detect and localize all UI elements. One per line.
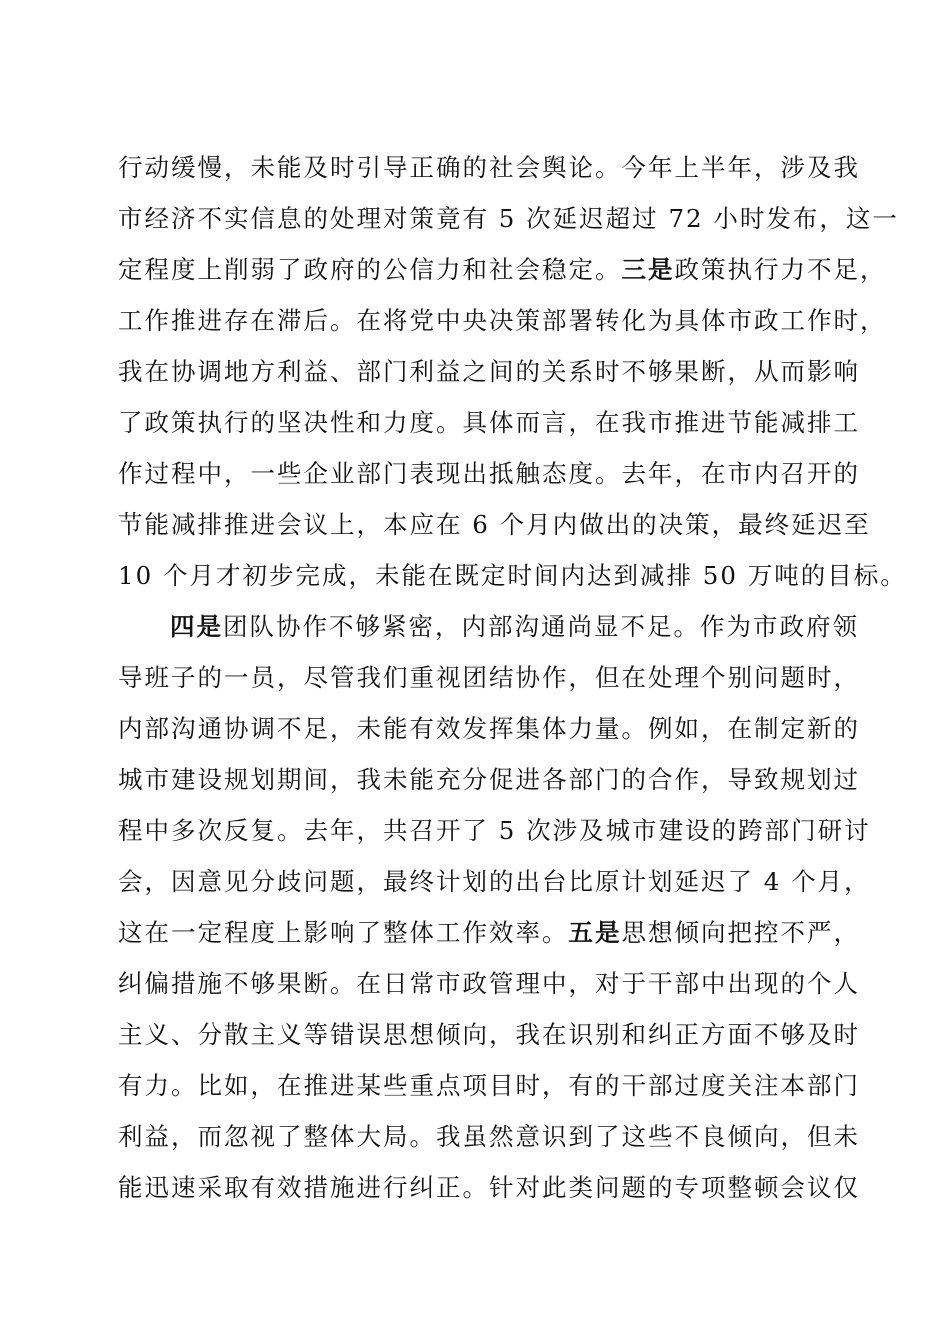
text-segment: 纠偏措施不够果断。在日常市政管理中，对于干部中出现的个人 (118, 969, 860, 998)
text-line (118, 499, 871, 550)
paragraph-end-line (118, 550, 907, 601)
text-segment: 这在一定程度上影响了整体工作效率。 (118, 918, 569, 947)
text-line (118, 1009, 860, 1060)
text-segment: 节能减排推进会议上，本应在 6 个月内做出的决策，最终延迟至 (118, 510, 871, 539)
text-line (118, 397, 860, 448)
text-line (118, 856, 871, 907)
text-segment: 能迅速采取有效措施进行纠正。针对此类问题的专项整顿会议仅 (118, 1173, 860, 1202)
point-three-heading: 三是 (621, 255, 675, 284)
text-line (118, 142, 860, 193)
text-segment: 工作推进存在滞后。在将党中央决策部署转化为具体市政工作时， (118, 306, 887, 335)
text-line (118, 1162, 860, 1213)
text-line (118, 448, 860, 499)
text-line (118, 244, 887, 295)
text-segment: 会，因意见分歧问题，最终计划的出台比原计划延迟了 4 个月， (118, 867, 871, 896)
text-segment: 导班子的一员，尽管我们重视团结协作，但在处理个别问题时， (118, 663, 860, 692)
text-segment: 有力。比如，在推进某些重点项目时，有的干部过度关注本部门 (118, 1071, 860, 1100)
text-segment: 我在协调地方利益、部门利益之间的关系时不够果断，从而影响 (118, 357, 860, 386)
text-line (118, 907, 860, 958)
text-segment: 10 个月才初步完成，未能在既定时间内达到减排 50 万吨的目标。 (118, 561, 907, 590)
text-line (118, 1111, 860, 1162)
text-line (118, 193, 899, 244)
text-segment: 思想倾向把控不严， (621, 918, 860, 947)
text-segment: 城市建设规划期间，我未能充分促进各部门的合作，导致规划过 (118, 765, 860, 794)
text-segment: 利益，而忽视了整体大局。我虽然意识到了这些不良倾向，但未 (118, 1122, 860, 1151)
text-segment: 内部沟通协调不足，未能有效发挥集体力量。例如，在制定新的 (118, 714, 860, 743)
text-line (118, 958, 860, 1009)
paragraph-start-line (118, 601, 859, 652)
text-segment: 作过程中，一些企业部门表现出抵触态度。去年，在市内召开的 (118, 459, 860, 488)
text-line (118, 295, 887, 346)
text-segment: 了政策执行的坚决性和力度。具体而言，在我市推进节能减排工 (118, 408, 860, 437)
text-segment: 主义、分散主义等错误思想倾向，我在识别和纠正方面不够及时 (118, 1020, 860, 1049)
point-four-heading: 四是 (170, 612, 223, 641)
text-line (118, 652, 860, 703)
point-five-heading: 五是 (568, 918, 622, 947)
text-segment: 定程度上削弱了政府的公信力和社会稳定。 (118, 255, 622, 284)
body-text (118, 142, 907, 1213)
text-line (118, 754, 860, 805)
text-segment: 市经济不实信息的处理对策竟有 5 次延迟超过 72 小时发布，这一 (118, 204, 899, 233)
text-segment: 行动缓慢，未能及时引导正确的社会舆论。今年上半年，涉及我 (118, 153, 860, 182)
text-segment: 政策执行力不足， (674, 255, 887, 284)
text-segment: 团队协作不够紧密，内部沟通尚显不足。作为市政府领 (223, 612, 859, 641)
text-line (118, 346, 860, 397)
text-segment: 程中多次反复。去年，共召开了 5 次涉及城市建设的跨部门研讨 (118, 816, 871, 845)
text-line (118, 1060, 860, 1111)
text-line (118, 703, 860, 754)
text-line (118, 805, 871, 856)
